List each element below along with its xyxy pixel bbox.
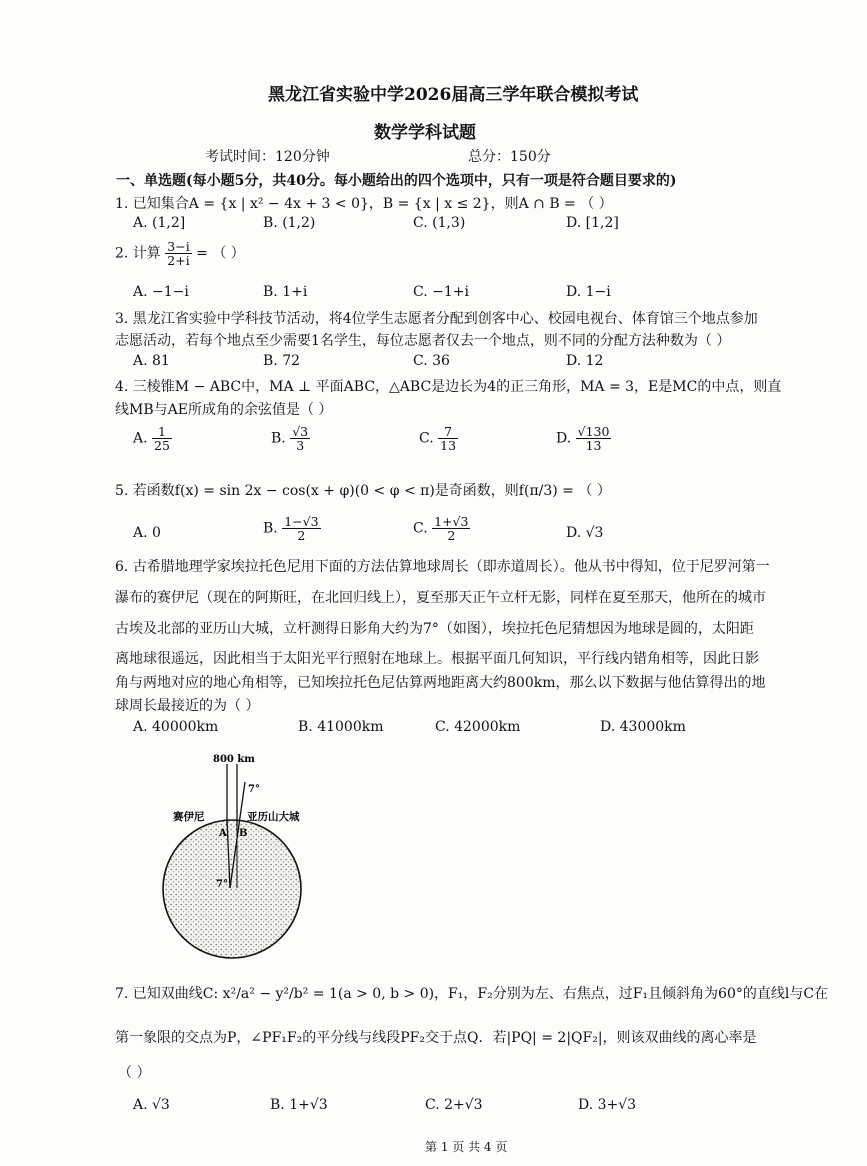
q4-option-b-numerator: √3 <box>292 424 309 439</box>
q1-option-b: B. (1,2) <box>263 215 316 231</box>
question-5-stem: 5. 若函数f(x) = sin 2x − cos(x + φ)(0 < φ < π)是奇函数，则f(π/3) = （ ） <box>115 483 611 499</box>
q4-option-c-label: C. <box>419 430 434 447</box>
q7-option-a: A. √3 <box>133 1097 170 1113</box>
exam-time: 考试时间：120分钟 <box>205 149 330 165</box>
question-6-line-1: 6. 古希腊地理学家埃拉托色尼用下面的方法估算地球周长（即赤道周长）。他从书中得知，位于尼罗河第一 <box>115 559 770 575</box>
question-2-stem <box>115 240 245 267</box>
q4-option-b-denominator: 3 <box>296 438 305 454</box>
question-4-line-2: 线MB与AE所成角的余弦值是（ ） <box>115 402 333 418</box>
angle-center-label: 7° <box>216 879 228 890</box>
q5-option-b-numerator: 1−√3 <box>284 514 319 529</box>
question-1-stem: 1. 已知集合A = {x | x² − 4x + 3 < 0}，B = {x | x ≤ 2}，则A ∩ B = （ ） <box>115 196 613 212</box>
q2-suffix: = （ ） <box>196 245 245 262</box>
q4-option-a-numerator: 1 <box>152 425 172 439</box>
q2-option-b: B. 1+i <box>263 284 308 300</box>
city-left-label: 赛伊尼 <box>173 811 205 823</box>
question-6-line-3: 古埃及北部的亚历山大城，立杆测得日影角大约为7°（如图），埃拉托色尼猜想因为地球是圆的，太阳距 <box>115 621 754 637</box>
q5-option-c-denominator: 2 <box>447 528 456 544</box>
q1-option-c: C. (1,3) <box>413 215 466 231</box>
q5-option-c-fraction <box>432 515 470 542</box>
q3-option-a: A. 81 <box>133 353 170 369</box>
q5-option-d: D. √3 <box>566 525 604 541</box>
q5-option-b-label: B. <box>263 520 278 537</box>
q5-option-b-fraction <box>282 515 320 542</box>
exam-title: 黑龙江省实验中学2026届高三学年联合模拟考试 <box>268 85 639 105</box>
q2-denominator: 2+i <box>167 253 190 269</box>
q7-option-c: C. 2+√3 <box>425 1097 483 1113</box>
q2-fraction <box>165 240 191 267</box>
q3-option-c: C. 36 <box>413 353 450 369</box>
earth-diagram <box>155 748 325 963</box>
q4-option-c <box>419 425 458 452</box>
question-6-line-6: 球周长最接近的为（ ） <box>115 698 260 714</box>
q7-option-b: B. 1+√3 <box>270 1097 328 1113</box>
distance-label: 800 km <box>213 754 255 765</box>
q2-numerator: 3−i <box>167 239 190 254</box>
city-right-label: 亚历山大城 <box>247 811 300 823</box>
q4-option-a-fraction <box>152 425 172 452</box>
q2-prefix: 2. 计算 <box>115 245 161 262</box>
q2-option-a: A. −1−i <box>133 284 189 300</box>
q4-option-d-denominator: 13 <box>585 438 602 454</box>
q1-option-d: D. [1,2] <box>566 215 619 231</box>
q4-option-b <box>271 425 310 452</box>
q4-option-b-fraction <box>290 425 310 452</box>
page-footer: 第 1 页 共 4 页 <box>425 1140 508 1154</box>
earth-circle <box>163 820 301 958</box>
q5-option-c <box>413 515 470 542</box>
question-6-line-2: 瀑布的赛伊尼（现在的阿斯旺，在北回归线上），夏至那天正午立杆无影，同样在夏至那天，他所在的城市 <box>115 590 766 606</box>
q5-option-c-label: C. <box>413 520 428 537</box>
q4-option-d-label: D. <box>556 430 572 447</box>
q4-option-a-denominator: 25 <box>154 438 170 454</box>
q4-option-d-numerator: √130 <box>577 424 610 439</box>
q6-option-d: D. 43000km <box>600 719 686 735</box>
q5-option-c-numerator: 1+√3 <box>434 514 469 529</box>
q2-option-d: D. 1−i <box>566 284 611 300</box>
angle-top-label: 7° <box>248 784 260 795</box>
q4-option-a-label: A. <box>133 430 148 447</box>
q7-option-d: D. 3+√3 <box>578 1097 637 1113</box>
q3-option-b: B. 72 <box>263 353 301 369</box>
q4-option-c-numerator: 7 <box>438 425 458 439</box>
section-heading: 一、单选题(每小题5分，共40分。每小题给出的四个选项中，只有一项是符合题目要求的) <box>116 173 677 189</box>
q4-option-a <box>133 425 172 452</box>
question-3-line-2: 志愿活动，若每个地点至少需要1名学生，每位志愿者仅去一个地点，则不同的分配方法种数为（ ） <box>115 333 731 349</box>
question-7-line-1: 7. 已知双曲线C: x²/a² − y²/b² = 1(a > 0, b > 0)，F₁，F₂分别为左、右焦点，过F₁且倾斜角为60°的直线l与C在 <box>115 986 829 1002</box>
question-6-line-4: 离地球很遥远，因此相当于太阳光平行照射在地球上。根据平面几何知识，平行线内错角相等，因此日影 <box>115 651 759 667</box>
q6-option-c: C. 42000km <box>435 719 521 735</box>
exam-score: 总分：150分 <box>468 149 551 165</box>
question-7-line-3: （ ） <box>118 1065 151 1081</box>
q4-option-c-denominator: 13 <box>440 438 457 454</box>
point-b-label: B <box>239 828 248 839</box>
q1-option-a: A. (1,2] <box>133 215 186 231</box>
q2-option-c: C. −1+i <box>413 284 469 300</box>
question-3-line-1: 3. 黑龙江省实验中学科技节活动，将4位学生志愿者分配到创客中心、校园电视台、体育馆三个地点参加 <box>115 311 758 327</box>
q5-option-b-denominator: 2 <box>297 528 306 544</box>
q4-option-b-label: B. <box>271 430 286 447</box>
q4-option-d <box>556 425 611 452</box>
q3-option-d: D. 12 <box>566 353 604 369</box>
point-a-label: A <box>219 828 227 839</box>
question-6-line-5: 角与两地对应的地心角相等，已知埃拉托色尼估算两地距离大约800km，那么以下数据与他估算得出的地 <box>115 675 766 691</box>
q5-option-b <box>263 515 321 542</box>
q4-option-d-fraction <box>576 425 612 452</box>
q6-option-b: B. 41000km <box>298 719 384 735</box>
q4-option-c-fraction <box>438 425 458 452</box>
question-7-line-2: 第一象限的交点为P，∠PF₁F₂的平分线与线段PF₂交于点Q．若|PQ| = 2|QF₂|，则该双曲线的离心率是 <box>115 1030 757 1046</box>
q5-option-a: A. 0 <box>133 525 161 541</box>
question-4-line-1: 4. 三棱锥M − ABC中，MA ⊥ 平面ABC，△ABC是边长为4的正三角形，MA = 3，E是MC的中点，则直 <box>115 379 782 395</box>
q6-option-a: A. 40000km <box>133 719 219 735</box>
exam-subtitle: 数学学科试题 <box>374 123 476 143</box>
